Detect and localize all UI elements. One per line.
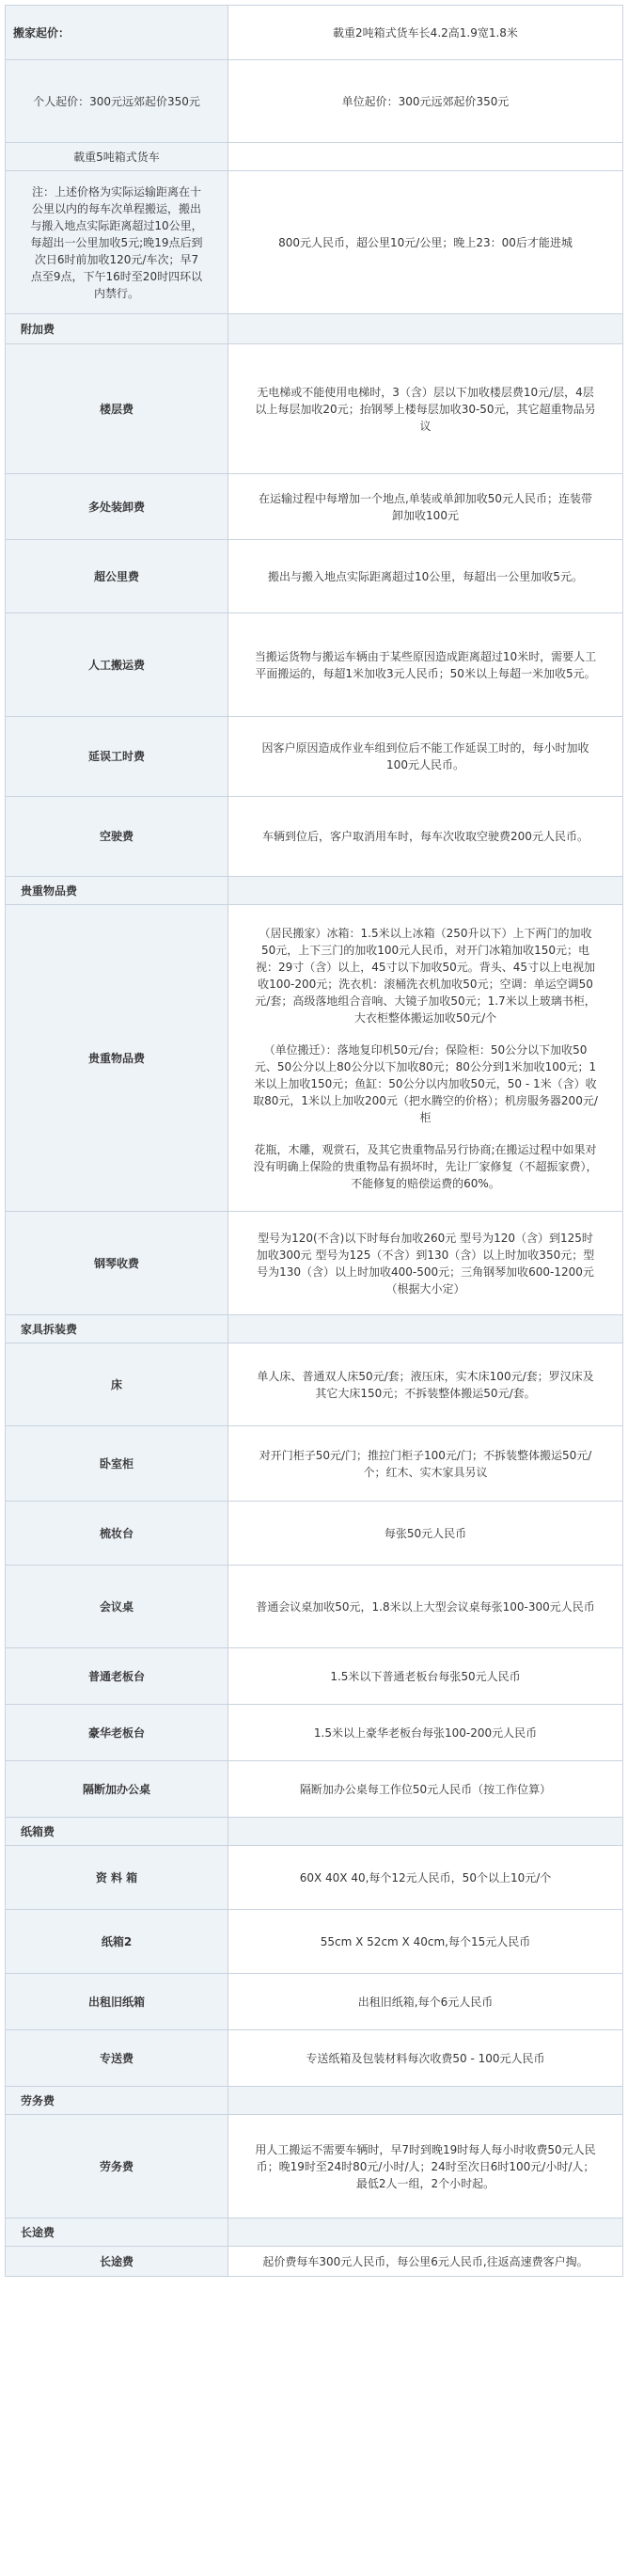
table-row — [6, 717, 623, 797]
row-value-cell — [228, 2087, 623, 2115]
row-value: 1.5米以下普通老板台每张50元人民币 — [330, 1669, 521, 1683]
row-value-cell — [228, 1974, 623, 2030]
row-value-cell — [228, 797, 623, 877]
table-row — [6, 1426, 623, 1502]
row-value-cell — [228, 1761, 623, 1818]
row-value: 在运输过程中每增加一个地点,单装或单卸加收50元人民币；连装带卸加收100元 — [258, 491, 593, 522]
row-value-cell — [228, 1502, 623, 1566]
row-label: 豪华老板台 — [87, 1725, 145, 1740]
row-label: 钢琴收费 — [93, 1256, 139, 1270]
section-row — [6, 2218, 623, 2247]
row-label: 延误工时费 — [87, 750, 145, 763]
row-value-cell — [228, 1648, 623, 1705]
row-value-cell — [228, 1426, 623, 1502]
row-label-cell — [6, 1818, 228, 1846]
section-row — [6, 1818, 623, 1846]
row-label: 贵重物品费 — [21, 883, 78, 898]
row-value: 搬出与搬入地点实际距离超过10公里，每超出一公里加收5元。 — [268, 569, 583, 583]
row-label: 多处装卸费 — [87, 500, 145, 514]
row-label: 出租旧纸箱 — [87, 1995, 145, 2009]
row-label-cell — [6, 1705, 228, 1761]
row-value: 60X 40X 40,每个12元人民币，50个以上10元/个 — [299, 1870, 552, 1884]
row-value-cell — [228, 613, 623, 717]
row-label-cell — [6, 2218, 228, 2247]
row-label-cell — [6, 877, 228, 905]
row-value: 当搬运货物与搬运车辆由于某些原因造成距离超过10米时，需要人工平面搬运的，每超1米加收3元人民币；50米以上每超一米加收5元。 — [254, 649, 597, 680]
row-value: 1.5米以上豪华老板台每张100-200元人民币 — [313, 1725, 538, 1740]
table-row — [6, 540, 623, 613]
row-value-cell — [228, 2030, 623, 2087]
table-row — [6, 2247, 623, 2277]
table-row — [6, 344, 623, 474]
table-row — [6, 1648, 623, 1705]
row-label-cell — [6, 60, 228, 143]
table-row — [6, 1566, 623, 1648]
row-label: 纸箱2 — [101, 1934, 133, 1948]
row-value: 起价费每车300元人民币，每公里6元人民币,往返高速费客户掏。 — [262, 2254, 589, 2268]
row-value-cell — [228, 877, 623, 905]
row-value: 单人床、普通双人床50元/套；液压床，实木床100元/套；罗汉床及其它大床150元；不拆装整体搬运50元/套。 — [257, 1369, 594, 1400]
row-label-cell — [6, 344, 228, 474]
row-value-cell — [228, 1315, 623, 1344]
row-label-cell — [6, 1212, 228, 1315]
row-value: 載重2吨箱式货车长4.2高1.9宽1.8米 — [333, 25, 518, 40]
row-label: 空驶费 — [99, 830, 133, 843]
row-value-cell — [228, 1705, 623, 1761]
row-label: 纸箱费 — [21, 1824, 55, 1838]
row-value-paragraph: 花瓶，木雕，观赏石，及其它贵重物品另行协商;在搬运过程中如果对没有明确上保险的贵重物品有损坏时，先让厂家修复（不超振家费），不能修复的赔偿运费的60%。 — [253, 1142, 598, 1190]
row-value: 因客户原因造成作业车组到位后不能工作延误工时的，每小时加收100元人民币。 — [261, 741, 589, 771]
row-label-cell — [6, 314, 228, 344]
row-value-cell — [228, 1212, 623, 1315]
section-row — [6, 314, 623, 344]
row-value-cell — [228, 2218, 623, 2247]
row-value-cell — [228, 717, 623, 797]
row-label-cell — [6, 613, 228, 717]
row-label: 載重5吨箱式货车 — [73, 150, 160, 164]
row-label-cell — [6, 1502, 228, 1566]
row-label-cell — [6, 1761, 228, 1818]
row-value: 用人工搬运不需要车辆时，早7时到晚19时每人每小时收费50元人民币；晚19时至24时80元/小时/人；24时至次日6时100元/小时/人；最低2人一组，2个小时起。 — [255, 2142, 596, 2190]
table-row — [6, 1212, 623, 1315]
row-label-cell — [6, 2030, 228, 2087]
row-label-cell — [6, 905, 228, 1212]
row-value: 隔断加办公桌每工作位50元人民币（按工作位算） — [299, 1782, 552, 1796]
row-label: 卧室柜 — [99, 1456, 133, 1471]
section-row — [6, 2087, 623, 2115]
table-row — [6, 1846, 623, 1910]
row-label: 隔断加办公桌 — [82, 1782, 150, 1796]
row-value-cell — [228, 6, 623, 60]
row-value: 普通会议桌加收50元，1.8米以上大型会议桌每张100-300元人民币 — [256, 1599, 595, 1614]
row-label-cell — [6, 797, 228, 877]
row-label-cell — [6, 1974, 228, 2030]
row-value-cell — [228, 143, 623, 171]
table-row — [6, 797, 623, 877]
row-label-cell — [6, 6, 228, 60]
price-grid — [5, 5, 623, 2277]
row-value-cell — [228, 1818, 623, 1846]
table-row — [6, 1344, 623, 1426]
row-value-cell — [228, 474, 623, 540]
row-label: 附加费 — [21, 322, 55, 336]
row-value-cell — [228, 171, 623, 314]
row-label-cell — [6, 717, 228, 797]
row-label: 床 — [110, 1377, 122, 1391]
row-value: 出租旧纸箱,每个6元人民币 — [357, 1995, 494, 2009]
table-row — [6, 474, 623, 540]
row-value-cell — [228, 2247, 623, 2277]
row-label-cell — [6, 474, 228, 540]
table-row — [6, 143, 623, 171]
row-label: 搬家起价： — [13, 25, 71, 40]
row-label-cell — [6, 171, 228, 314]
table-row — [6, 171, 623, 314]
row-label-cell — [6, 1426, 228, 1502]
table-row — [6, 1974, 623, 2030]
row-value-cell — [228, 1910, 623, 1974]
row-label-cell — [6, 1910, 228, 1974]
table-row — [6, 1705, 623, 1761]
row-value-cell — [228, 1566, 623, 1648]
row-label: 长途费 — [21, 2225, 55, 2239]
paragraph-gap — [236, 1126, 615, 1141]
table-row — [6, 1910, 623, 1974]
row-label: 会议桌 — [99, 1599, 133, 1614]
row-value-cell — [228, 344, 623, 474]
row-value-paragraph: （居民搬家）冰箱：1.5米以上冰箱（250升以下）上下两门的加收50元，上下三门的加收100元人民币，对开门冰箱加收150元；电视：29寸（含）以上，45寸以下加收50元。背头、45寸以上电视加收100-200元；洗衣机：滚桶洗衣机加收50元；空调：单运空调50元/套；高级落地组合音响、大镜子加收50元；1.7米以上玻璃书柜，大衣柜整体搬运加收50元/个 — [255, 926, 596, 1025]
row-label: 人工搬运费 — [87, 658, 145, 672]
row-value: 每张50元人民币 — [384, 1526, 467, 1540]
row-label: 资 料 箱 — [95, 1870, 138, 1884]
table-row — [6, 613, 623, 717]
row-label: 楼层费 — [99, 402, 133, 416]
row-label: 劳务费 — [21, 2093, 55, 2107]
row-value-cell — [228, 2115, 623, 2218]
row-value: 车辆到位后，客户取消用车时，每车次收取空驶费200元人民币。 — [262, 830, 589, 843]
row-label-cell — [6, 2115, 228, 2218]
row-label-cell — [6, 2087, 228, 2115]
row-value-cell — [228, 540, 623, 613]
row-label: 长途费 — [99, 2254, 133, 2268]
row-value-cell — [228, 905, 623, 1212]
row-value: 单位起价：300元远郊起价350元 — [341, 94, 510, 108]
row-label-cell — [6, 1648, 228, 1705]
row-value-cell — [228, 1846, 623, 1910]
row-label-cell — [6, 1315, 228, 1344]
row-label: 专送费 — [99, 2051, 133, 2065]
paragraph-gap — [236, 1026, 615, 1042]
section-row — [6, 1315, 623, 1344]
row-label-cell — [6, 2247, 228, 2277]
price-table — [5, 5, 623, 2277]
row-value: 对开门柜子50元/门；推拉门柜子100元/门；不拆装整体搬运50元/个；红木、实木家具另议 — [259, 1448, 592, 1479]
row-label: 超公里费 — [93, 569, 139, 583]
table-row — [6, 905, 623, 1212]
row-label-cell — [6, 1566, 228, 1648]
price-rows — [6, 6, 623, 2277]
table-row — [6, 60, 623, 143]
row-label: 梳妆台 — [99, 1526, 133, 1540]
row-value: 型号为120(不含)以下时每台加收260元 型号为120（含）到125时加收300元 型号为125（不含）到130（含）以上时加收350元；型号为130（含）以上时加收400-500元；三角钢琴加收600-1200元（根据大小定） — [256, 1231, 595, 1296]
row-label-cell — [6, 540, 228, 613]
row-label: 个人起价：300元远郊起价350元 — [33, 94, 200, 108]
row-value-cell — [228, 60, 623, 143]
table-row — [6, 1502, 623, 1566]
row-value: 专送纸箱及包装材料每次收费50 - 100元人民币 — [306, 2051, 545, 2065]
row-label: 劳务费 — [99, 2159, 133, 2173]
row-label: 普通老板台 — [87, 1669, 145, 1683]
row-label-cell — [6, 143, 228, 171]
row-label: 家具拆装费 — [21, 1322, 78, 1336]
row-value-cell — [228, 314, 623, 344]
table-row — [6, 1761, 623, 1818]
row-value: 800元人民币，超公里10元/公里；晚上23：00后才能进城 — [278, 235, 573, 249]
row-label: 贵重物品费 — [87, 1051, 145, 1065]
row-label: 注：上述价格为实际运输距离在十公里以内的每车次单程搬运，搬出与搬入地点实际距离超过10公里，每超出一公里加收5元;晚19点后到次日6时前加收120元/车次；早7点至9点，下午16时至20时四环以内禁行。 — [30, 184, 203, 300]
row-label-cell — [6, 1846, 228, 1910]
row-value: 55cm X 52cm X 40cm,每个15元人民币 — [320, 1934, 531, 1948]
row-value-paragraph: （单位搬迁）：落地复印机50元/台；保险柜：50公分以下加收50元、50公分以上80公分以下加收80元；80公分到1米加收100元；1米以上加收150元；鱼缸：50公分以内加收50元，50 - 1米（含）收取80元，1米以上加收200元（把水腾空的价格）；机房服务器200元/柜 — [253, 1042, 598, 1124]
row-value: 无电梯或不能使用电梯时，3（含）层以下加收楼层费10元/层，4层以上每层加收20元；抬钢琴上楼每层加收30-50元，其它超重物品另议 — [255, 385, 596, 433]
row-value-cell — [228, 1344, 623, 1426]
table-row — [6, 2115, 623, 2218]
section-row — [6, 877, 623, 905]
table-row — [6, 6, 623, 60]
table-row — [6, 2030, 623, 2087]
row-label-cell — [6, 1344, 228, 1426]
